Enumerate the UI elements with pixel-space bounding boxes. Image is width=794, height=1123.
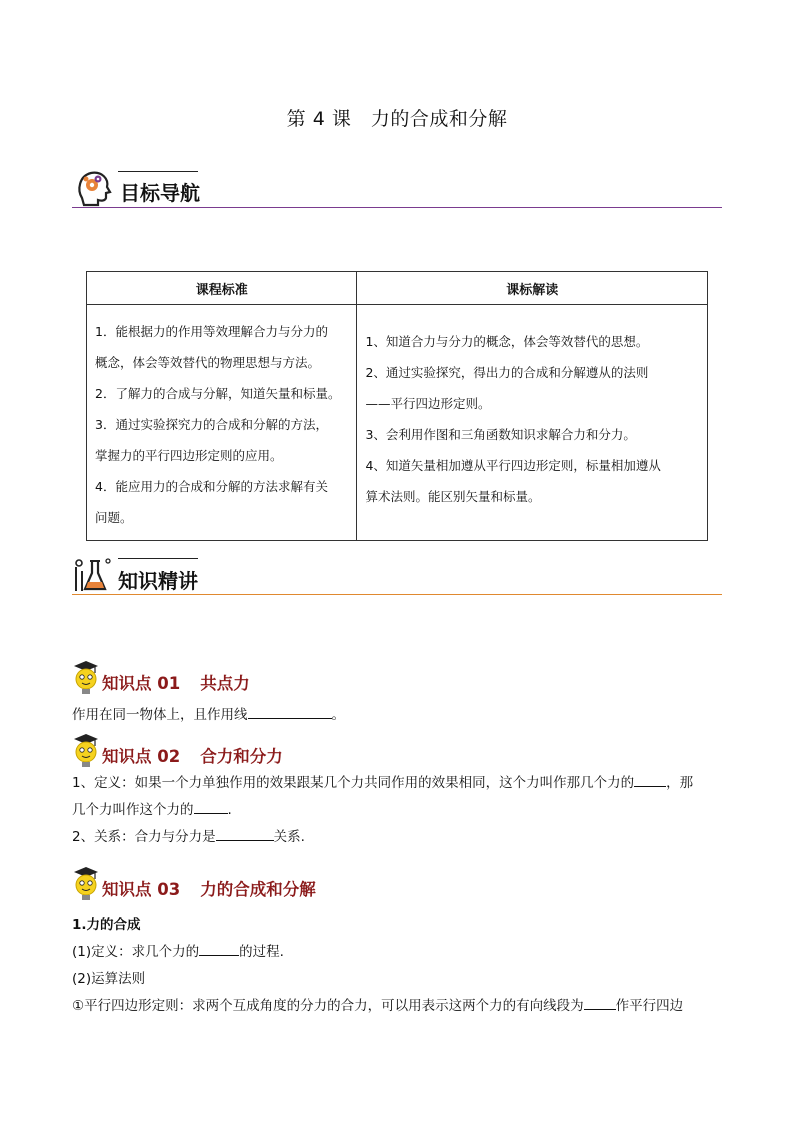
text: ，那 — [666, 775, 694, 791]
paragraph — [72, 702, 345, 729]
knowledge-point-heading — [72, 731, 283, 769]
subheading: 1.力的合成 — [72, 917, 141, 933]
table-header: 课程标准 — [87, 272, 357, 305]
table-line: 3．通过实验探究力的合成和分解的方法， — [95, 417, 328, 432]
table-line: 1、知道合力与分力的概念，体会等效替代的思想。 — [365, 334, 649, 349]
mascot-bulb-icon — [72, 864, 100, 902]
kp-number: 知识点 02 — [102, 747, 181, 766]
section-rule — [72, 207, 722, 208]
table-line: 掌握力的平行四边形定则的应用。 — [95, 448, 283, 463]
kp-title — [102, 743, 283, 769]
kp-name: 合力和分力 — [200, 747, 283, 766]
fill-blank — [248, 704, 332, 719]
text: (1)定义：求几个力的 — [72, 944, 200, 960]
line: (2)运算法则 — [72, 971, 146, 987]
mascot-bulb-icon — [72, 658, 100, 696]
table-header: 课标解读 — [357, 272, 708, 305]
table-line: 4、知道矢量相加遵从平行四边形定则，标量相加遵从 — [365, 458, 661, 473]
page-title: 第 4 课 力的合成和分解 — [286, 108, 508, 130]
mascot-bulb-icon — [72, 731, 100, 769]
table-line: 2、通过实验探究，得出力的合成和分解遵从的法则 — [365, 365, 649, 380]
text: . — [227, 802, 232, 818]
table-line: 概念，体会等效替代的物理思想与方法。 — [95, 355, 321, 370]
text: 。 — [331, 707, 345, 723]
text: 2、关系：合力与分力是 — [72, 829, 216, 845]
table-line: 算术法则。能区别矢量和标量。 — [365, 489, 541, 504]
head-gears-icon — [74, 168, 114, 208]
table-line: 4．能应用力的合成和分解的方法求解有关 — [95, 479, 328, 494]
fill-blank — [194, 799, 228, 814]
text: 1、定义：如果一个力单独作用的效果跟某几个力共同作用的效果相同，这个力叫作那几个力的 — [72, 775, 635, 791]
knowledge-point-heading — [72, 658, 250, 696]
table-line: ——平行四边形定则。 — [365, 396, 491, 411]
curriculum-table — [86, 271, 708, 541]
section-title: 目标导航 — [120, 181, 200, 205]
fill-blank — [199, 941, 239, 956]
table-line: 2．了解力的合成与分解，知道矢量和标量。 — [95, 386, 341, 401]
knowledge-point-heading — [72, 864, 316, 902]
text: 几个力叫作这个力的 — [72, 802, 194, 818]
text: ①平行四边形定则：求两个互成角度的分力的合力，可以用表示这两个力的有向线段为 — [72, 998, 584, 1014]
kp-name: 力的合成和分解 — [200, 880, 316, 899]
paragraph — [72, 770, 726, 851]
table-line: 问题。 — [95, 510, 133, 525]
line — [72, 824, 726, 851]
fill-blank — [584, 995, 616, 1010]
section-title: 知识精讲 — [118, 569, 198, 593]
kp-title — [102, 670, 250, 696]
kp-number: 知识点 03 — [102, 880, 181, 899]
flask-icon — [72, 555, 112, 595]
text: 作平行四边 — [615, 998, 684, 1014]
table-cell — [357, 305, 708, 541]
fill-blank — [634, 772, 666, 787]
text: 关系. — [273, 829, 305, 845]
fill-blank — [216, 826, 274, 841]
kp-name: 共点力 — [200, 674, 250, 693]
table-line: 3、会利用作图和三角函数知识求解合力和分力。 — [365, 427, 636, 442]
text: 作用在同一物体上，且作用线 — [72, 707, 248, 723]
table-line: 1．能根据力的作用等效理解合力与分力的 — [95, 324, 328, 339]
section-top-line — [118, 558, 198, 559]
section-rule — [72, 594, 722, 595]
line — [72, 993, 732, 1020]
kp-number: 知识点 01 — [102, 674, 181, 693]
paragraph — [72, 912, 732, 1020]
section-top-line — [118, 171, 198, 172]
line — [72, 797, 726, 824]
text: 的过程. — [239, 944, 284, 960]
line — [72, 770, 726, 797]
table-cell — [87, 305, 357, 541]
kp-title — [102, 876, 316, 902]
line — [72, 939, 732, 966]
